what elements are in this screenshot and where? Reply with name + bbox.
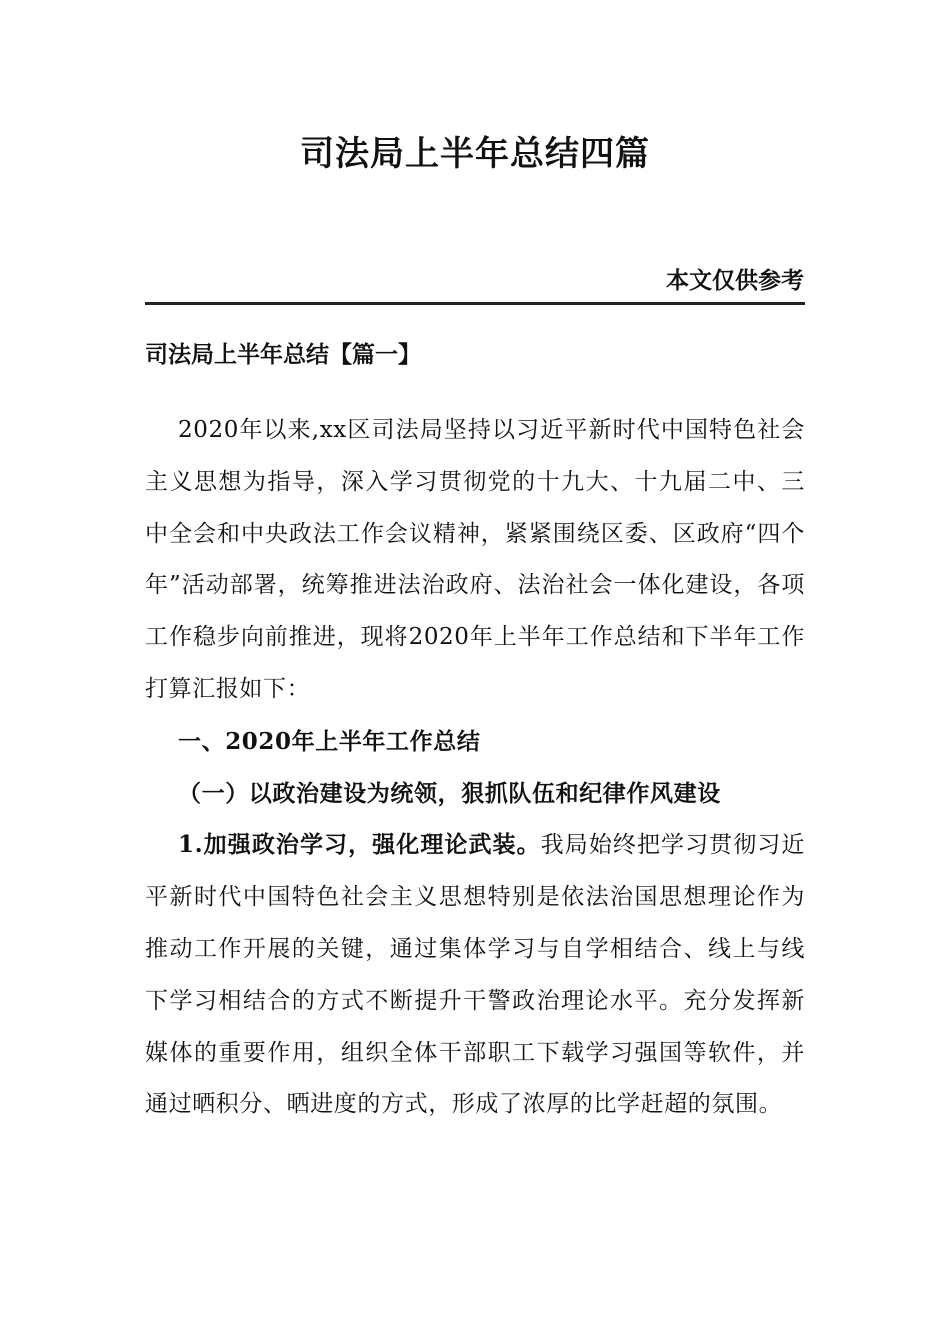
document-title: 司法局上半年总结四篇	[300, 134, 650, 174]
heading-level-1: 一、2020年上半年工作总结	[178, 727, 481, 755]
item-1-body: 我局始终把学习贯彻习近平新时代中国特色社会主义思想特别是依法治国思想理论作为推动工作开展的关键，通过集体学习与自学相结合、线上与线下学习相结合的方式不断提升干警政治理论水平。充分发挥新媒体的重要作用，组织全体干部职工下载学习强国等软件，并通过晒积分、晒进度的方式，形成了浓厚的比学赶超的氛围。	[145, 832, 805, 1118]
item-1-paragraph	[145, 819, 805, 1131]
document-body	[145, 405, 805, 1131]
reference-note: 本文仅供参考	[666, 267, 804, 294]
header-divider	[145, 302, 805, 305]
section-title: 司法局上半年总结【篇一】	[145, 341, 421, 368]
intro-paragraph: 2020年以来,xx区司法局坚持以习近平新时代中国特色社会主义思想为指导，深入学习贯彻党的十九大、十九届二中、三中全会和中央政法工作会议精神，紧紧围绕区委、区政府“四个年”活动部署，统筹推进法治政府、法治社会一体化建设，各项工作稳步向前推进，现将2020年上半年工作总结和下半年工作打算汇报如下：	[145, 417, 805, 702]
item-1-lead: 1.加强政治学习，强化理论武装。	[178, 831, 541, 859]
heading-level-2: （一）以政治建设为统领，狠抓队伍和纪律作风建设	[178, 779, 721, 807]
